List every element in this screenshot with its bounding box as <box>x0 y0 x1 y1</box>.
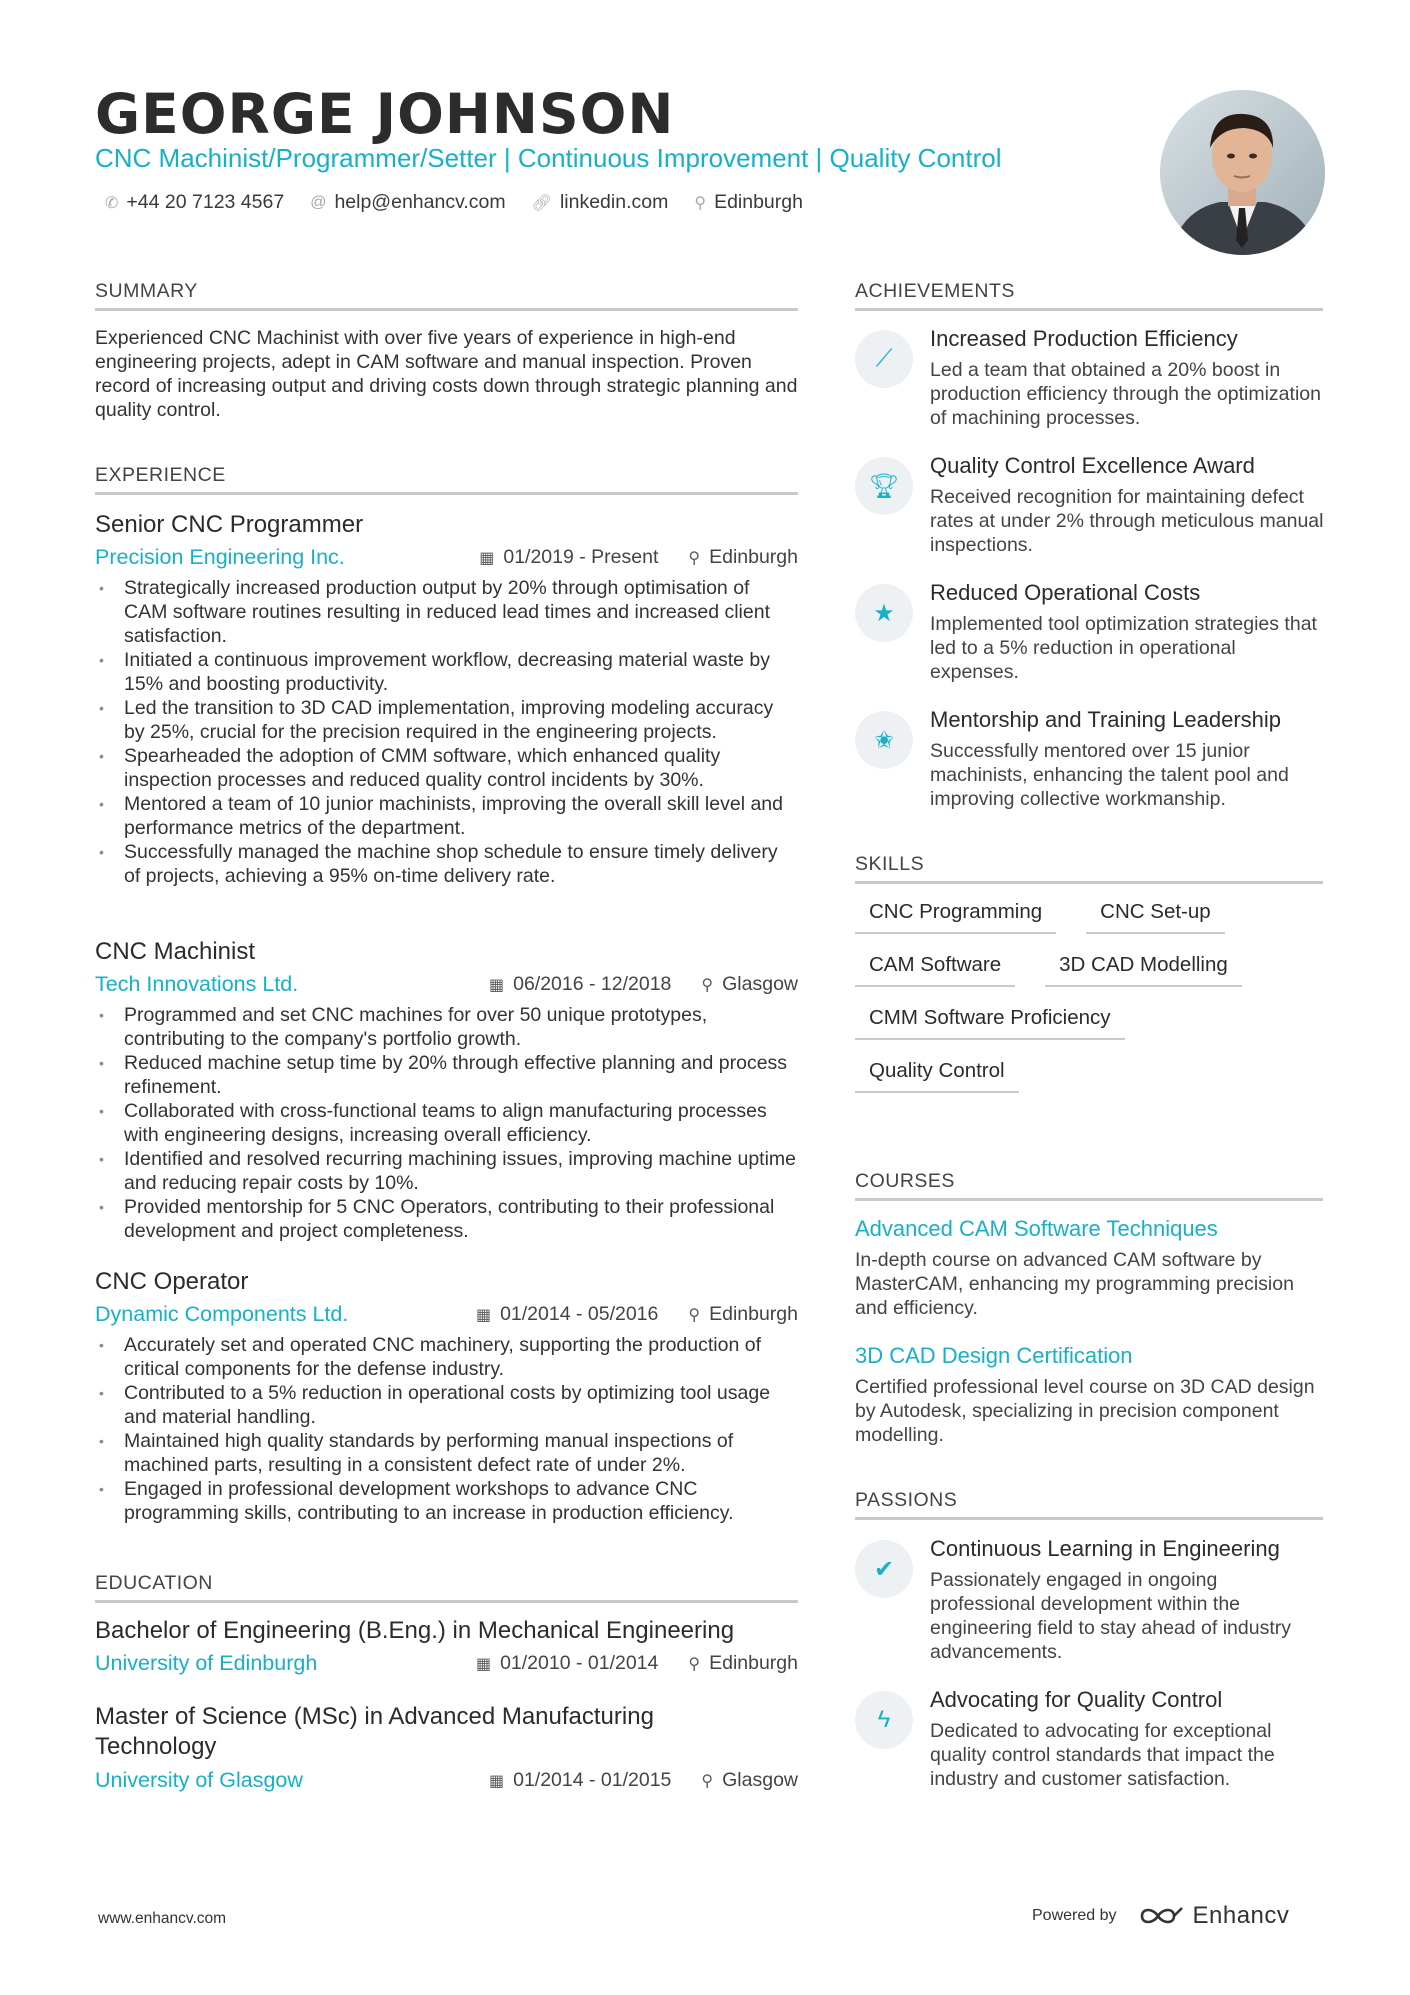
experience-entry <box>95 1268 798 1525</box>
magic-wand-icon: ⟋ <box>855 330 913 388</box>
skill-tag: CNC Set-up <box>1086 900 1225 934</box>
passion-item <box>855 1687 1325 1791</box>
course-title[interactable]: Advanced CAM Software Techniques <box>855 1216 1218 1241</box>
bullet-item: • Contributed to a 5% reduction in operational costs by optimizing tool usage and material handling. <box>95 1381 798 1429</box>
enhancv-logo-icon <box>1139 1904 1185 1928</box>
location-icon: ⚲ <box>688 1655 701 1673</box>
achievement-desc: Implemented tool optimization strategies that led to a 5% reduction in operational expenses. <box>930 613 1317 683</box>
job-dates: 01/2014 - 05/2016 <box>500 1303 659 1325</box>
phone-icon: ✆ <box>105 194 119 212</box>
achievement-title: Mentorship and Training Leadership <box>930 707 1282 732</box>
company-name[interactable]: Precision Engineering Inc. <box>95 545 345 569</box>
passion-item <box>855 1536 1325 1664</box>
summary-text: Experienced CNC Machinist with over five years of experience in high-end engineering projects, adept in CAM software and manual inspection. Proven record of increasing output and driving costs down through strategic planning and quality control. <box>95 327 798 421</box>
footer-branding <box>1032 1902 1289 1930</box>
edu-location: Edinburgh <box>709 1652 798 1674</box>
contact-bar <box>105 191 803 214</box>
achievement-item <box>855 707 1325 811</box>
bullet-item: • Initiated a continuous improvement workflow, decreasing material waste by 15% and boosting productivity. <box>95 648 798 696</box>
bullet-item: • Reduced machine setup time by 20% through effective planning and process refinement. <box>95 1051 798 1099</box>
location-icon: ⚲ <box>688 549 701 567</box>
school-name[interactable]: University of Glasgow <box>95 1768 303 1792</box>
contact-location-text: Edinburgh <box>714 191 803 213</box>
location-icon: ⚲ <box>694 194 707 212</box>
trophy-icon: 🏆︎ <box>855 457 913 515</box>
bullet-item: • Collaborated with cross-functional teams to align manufacturing processes with engineering designs, increasing overall efficiency. <box>95 1099 798 1147</box>
section-title-experience: EXPERIENCE <box>95 464 798 495</box>
star-icon: ★ <box>855 584 913 642</box>
skill-tag: 3D CAD Modelling <box>1045 953 1242 987</box>
section-title-courses: COURSES <box>855 1170 1323 1201</box>
brand-name: Enhancv <box>1192 1902 1290 1929</box>
achievement-item <box>855 580 1325 684</box>
job-bullets <box>95 1333 798 1525</box>
contact-linkedin[interactable] <box>532 191 669 214</box>
company-name[interactable]: Tech Innovations Ltd. <box>95 972 299 996</box>
calendar-icon: ▦ <box>475 1655 492 1673</box>
achievement-item <box>855 453 1325 557</box>
achievement-title: Increased Production Efficiency <box>930 326 1238 351</box>
calendar-icon: ▦ <box>479 549 495 567</box>
bullet-item: • Mentored a team of 10 junior machinists, improving the overall skill level and performance metrics of the department. <box>95 792 798 840</box>
portrait-illustration <box>1160 90 1325 255</box>
skill-tag: CMM Software Proficiency <box>855 1006 1125 1040</box>
check-icon: ✔ <box>855 1540 913 1598</box>
powered-by-label: Powered by <box>1032 1907 1117 1924</box>
bullet-item: • Spearheaded the adoption of CMM software, which enhanced quality inspection processes and reduced quality control incidents by 30%. <box>95 744 798 792</box>
job-bullets <box>95 1003 798 1243</box>
skill-tag: Quality Control <box>855 1059 1019 1093</box>
location-icon: ⚲ <box>701 976 714 994</box>
link-icon: 🔗︎ <box>531 194 552 212</box>
contact-linkedin-text: linkedin.com <box>559 191 669 213</box>
contact-email-text: help@enhancv.com <box>334 191 506 213</box>
course-title[interactable]: 3D CAD Design Certification <box>855 1343 1133 1368</box>
star-half-icon: ✬ <box>855 711 913 769</box>
job-title: CNC Machinist <box>95 938 256 965</box>
candidate-name: GEORGE JOHNSON <box>95 82 675 146</box>
job-location: Edinburgh <box>709 546 798 568</box>
bullet-item: • Maintained high quality standards by performing manual inspections of machined parts, resulting in a consistent defect rate of under 2%. <box>95 1429 798 1477</box>
achievement-title: Quality Control Excellence Award <box>930 453 1255 478</box>
enhancv-logo[interactable] <box>1139 1902 1290 1930</box>
job-title: Senior CNC Programmer <box>95 511 364 538</box>
job-dates: 01/2019 - Present <box>503 546 659 568</box>
passion-title: Advocating for Quality Control <box>930 1687 1223 1712</box>
company-name[interactable]: Dynamic Components Ltd. <box>95 1302 349 1326</box>
section-title-achievements: ACHIEVEMENTS <box>855 280 1323 311</box>
bullet-item: • Engaged in professional development workshops to advance CNC programming skills, contributing to an increase in production efficiency. <box>95 1477 798 1525</box>
course-item <box>855 1216 1325 1320</box>
edu-dates: 01/2014 - 01/2015 <box>513 1769 672 1791</box>
calendar-icon: ▦ <box>488 1772 505 1790</box>
contact-location <box>694 191 803 214</box>
degree-title: Bachelor of Engineering (B.Eng.) in Mechanical Engineering <box>95 1617 735 1644</box>
contact-email[interactable] <box>310 191 505 214</box>
bullet-item: • Successfully managed the machine shop schedule to ensure timely delivery of projects, achieving a 95% on-time delivery rate. <box>95 840 798 888</box>
section-title-education: EDUCATION <box>95 1572 798 1603</box>
achievement-desc: Received recognition for maintaining defect rates at under 2% through meticulous manual inspections. <box>930 486 1324 556</box>
education-entry <box>95 1702 798 1793</box>
experience-entry <box>95 938 798 1243</box>
edu-location: Glasgow <box>722 1769 798 1791</box>
achievement-item <box>855 326 1325 430</box>
bullet-item: • Led the transition to 3D CAD implementation, improving modeling accuracy by 25%, crucial for the precision required in the engineering projects. <box>95 696 798 744</box>
degree-title: Master of Science (MSc) in Advanced Manufacturing Technology <box>95 1703 654 1760</box>
bullet-item: • Accurately set and operated CNC machinery, supporting the production of critical components for the defense industry. <box>95 1333 798 1381</box>
bullet-item: • Identified and resolved recurring machining issues, improving machine uptime and reducing repair costs by 10%. <box>95 1147 798 1195</box>
contact-phone-text: +44 20 7123 4567 <box>126 191 285 213</box>
footer-website[interactable]: www.enhancv.com <box>98 1910 227 1927</box>
edu-dates: 01/2010 - 01/2014 <box>500 1652 659 1674</box>
achievement-desc: Successfully mentored over 15 junior machinists, enhancing the talent pool and improving collective workmanship. <box>930 740 1289 810</box>
location-icon: ⚲ <box>688 1306 701 1324</box>
job-location: Glasgow <box>722 973 798 995</box>
passion-desc: Dedicated to advocating for exceptional quality control standards that impact the industry and customer satisfaction. <box>930 1720 1275 1790</box>
bullet-item: • Provided mentorship for 5 CNC Operators, contributing to their professional development and project completeness. <box>95 1195 798 1243</box>
skill-tag: CNC Programming <box>855 900 1056 934</box>
skill-tag: CAM Software <box>855 953 1015 987</box>
contact-phone[interactable] <box>105 191 284 214</box>
section-title-passions: PASSIONS <box>855 1489 1323 1520</box>
achievement-desc: Led a team that obtained a 20% boost in production efficiency through the optimization of machining processes. <box>930 359 1321 429</box>
bullet-item: • Programmed and set CNC machines for over 50 unique prototypes, contributing to the company's portfolio growth. <box>95 1003 798 1051</box>
course-item <box>855 1343 1325 1447</box>
course-desc: In-depth course on advanced CAM software by MasterCAM, enhancing my programming precision and efficiency. <box>855 1249 1294 1319</box>
email-icon: @ <box>310 193 327 211</box>
passion-desc: Passionately engaged in ongoing professional development within the engineering field to stay ahead of industry advancements. <box>930 1569 1291 1663</box>
section-title-skills: SKILLS <box>855 853 1323 884</box>
job-dates: 06/2016 - 12/2018 <box>513 973 672 995</box>
job-bullets <box>95 576 798 888</box>
profile-photo <box>1160 90 1325 255</box>
skills-list <box>855 900 1325 1112</box>
calendar-icon: ▦ <box>488 976 505 994</box>
education-entry <box>95 1617 798 1676</box>
passion-title: Continuous Learning in Engineering <box>930 1536 1280 1561</box>
section-title-summary: SUMMARY <box>95 280 798 311</box>
school-name[interactable]: University of Edinburgh <box>95 1651 318 1675</box>
job-title: CNC Operator <box>95 1268 249 1295</box>
job-location: Edinburgh <box>709 1303 798 1325</box>
bullet-item: • Strategically increased production output by 20% through optimisation of CAM software routines resulting in reduced lead times and increased client satisfaction. <box>95 576 798 648</box>
course-desc: Certified professional level course on 3D CAD design by Autodesk, specializing in precision component modelling. <box>855 1376 1315 1446</box>
headline: CNC Machinist/Programmer/Setter | Continuous Improvement | Quality Control <box>95 143 1002 173</box>
lightning-icon: ϟ <box>855 1691 913 1749</box>
location-icon: ⚲ <box>701 1772 714 1790</box>
experience-entry <box>95 511 798 888</box>
achievement-title: Reduced Operational Costs <box>930 580 1201 605</box>
calendar-icon: ▦ <box>475 1306 492 1324</box>
